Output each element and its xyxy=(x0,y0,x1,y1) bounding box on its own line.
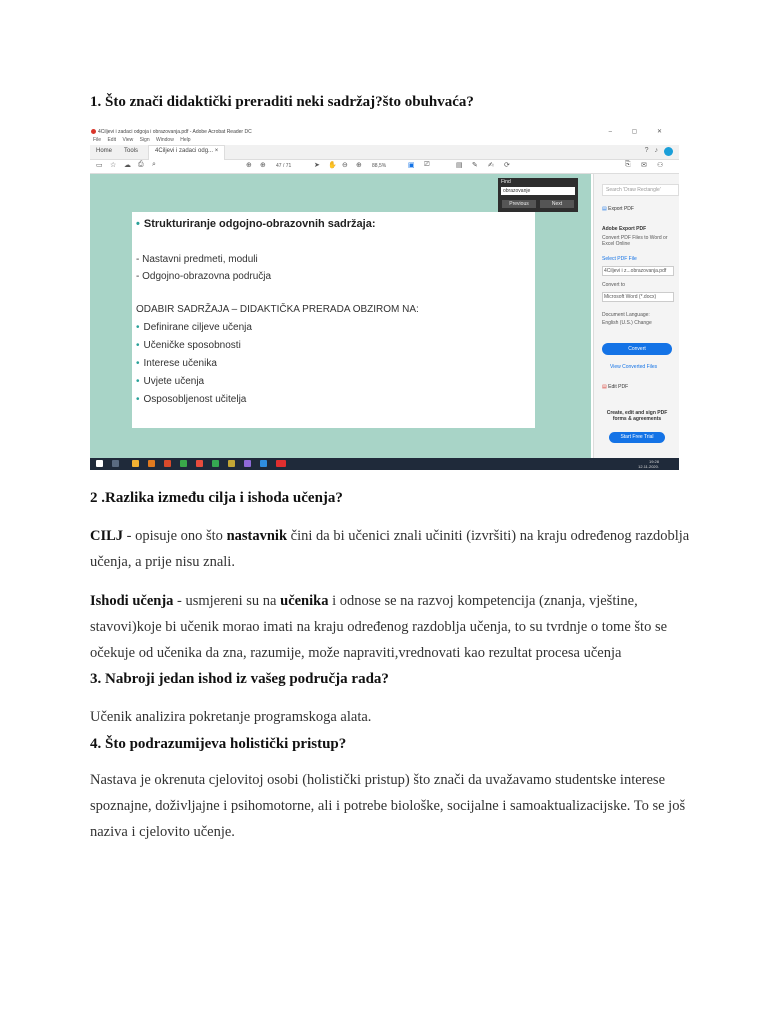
menu-edit[interactable]: Edit xyxy=(107,137,117,143)
bell-icon[interactable]: ♪ xyxy=(654,147,658,154)
app-icon[interactable] xyxy=(260,460,267,467)
mail-icon[interactable]: ✉ xyxy=(641,162,647,169)
taskbar-clock[interactable]: 19:28 12.11.2020. xyxy=(638,459,659,469)
tab-document[interactable]: 4Ciljevi i zadaci odg... × xyxy=(148,145,225,160)
question-3: 3. Nabroji jedan ishod iz vašeg područja rada? xyxy=(90,671,389,687)
slide-subheading: ODABIR SADRŽAJA – DIDAKTIČKA PRERADA OBZIROM NA: xyxy=(136,304,419,315)
slide-bullet: • Osposobljenost učitelja xyxy=(136,394,247,405)
app-icon[interactable] xyxy=(196,460,203,467)
export-pdf-item[interactable]: ▤ Export PDF xyxy=(602,206,634,212)
chrome-icon[interactable] xyxy=(180,460,187,467)
format-select[interactable]: Microsoft Word (*.docx) xyxy=(602,292,674,302)
zoom-level[interactable]: 88,5% xyxy=(372,163,387,169)
question-2: 2 .Razlika između cilja i ishoda učenja? xyxy=(90,490,343,506)
explorer-icon[interactable] xyxy=(132,460,139,467)
slide-bullet: • Interese učenika xyxy=(136,358,217,369)
start-icon[interactable] xyxy=(96,460,103,467)
windows-taskbar xyxy=(90,458,679,470)
tab-icons xyxy=(645,147,673,156)
term-ishodi: Ishodi učenja xyxy=(90,593,174,609)
tab-bar xyxy=(90,145,679,160)
read-aloud-icon[interactable]: ⟳ xyxy=(504,162,510,169)
language-value[interactable]: English (U.S.) Change xyxy=(602,320,652,326)
slide-bullet: • Uvjete učenja xyxy=(136,376,205,387)
select-file-link[interactable]: Select PDF File xyxy=(602,256,637,262)
answer-4: Nastava je okrenuta cjelovitoj osobi (holistički pristup) što znači da uvažavamo studentske interese spoznajne, doživljajne i psihomotorne, ali i potrebe biološke, socijalne i samoaktualizacijske. To se još naziva i cjelovito učenje. xyxy=(90,772,686,840)
menu-sign[interactable]: Sign xyxy=(139,137,150,143)
print-icon[interactable]: ⎙ xyxy=(138,161,144,168)
free-trial-button[interactable]: Start Free Trial xyxy=(609,432,665,443)
user-add-icon[interactable]: ⚇ xyxy=(657,162,664,169)
convert-to-label: Convert to xyxy=(602,282,626,288)
comment-icon[interactable]: ⎚ xyxy=(424,161,430,168)
slide-item: - Nastavni predmeti, moduli xyxy=(136,254,258,265)
slide-item: - Odgojno-obrazovna područja xyxy=(136,271,272,282)
slide-bullet: • Učeničke sposobnosti xyxy=(136,340,241,351)
search-taskbar-icon[interactable] xyxy=(112,460,119,467)
help-icon[interactable]: ? xyxy=(644,147,649,154)
document-view[interactable] xyxy=(90,174,591,458)
sign-icon[interactable]: ✍ xyxy=(488,162,494,169)
slide xyxy=(132,212,535,428)
zoom-out-icon[interactable]: ⊖ xyxy=(342,162,348,169)
fit-page-icon[interactable]: ▣ xyxy=(408,162,415,169)
find-previous-button[interactable]: Previous xyxy=(502,200,536,208)
answer-3: Učenik analizira pokretanje programskoga alata. xyxy=(90,709,372,725)
slide-bullet: • Definirane ciljeve učenja xyxy=(136,322,252,333)
star-icon[interactable]: ☆ xyxy=(110,162,117,169)
menu-window[interactable]: Window xyxy=(156,137,174,143)
menu-help[interactable]: Help xyxy=(180,137,191,143)
hand-tool-icon[interactable]: ✋ xyxy=(328,162,337,169)
tools-search-input[interactable]: Search 'Draw Rectangle' xyxy=(602,184,679,196)
cloud-icon[interactable]: ☁ xyxy=(124,162,131,169)
search-icon[interactable]: ⌕ xyxy=(152,161,156,168)
tab-tools[interactable]: Tools xyxy=(124,148,139,154)
find-dialog xyxy=(498,178,578,212)
right-pane xyxy=(593,174,679,458)
tab-home[interactable]: Home xyxy=(96,148,113,154)
find-input[interactable]: obrazovanje xyxy=(501,187,575,195)
question-4: 4. Što podrazumijeva holistički pristup? xyxy=(90,736,347,752)
promo-text: Create, edit and sign PDF forms & agreements xyxy=(606,410,668,422)
menu-bar xyxy=(90,137,679,145)
answer-cilj: CILJ - opisuje ono što nastavnik čini da bi učenici znali učiniti (izvršiti) na kraju određenog razdoblja učenja, a prije nisu znali. xyxy=(90,528,690,570)
acrobat-logo-icon xyxy=(91,129,96,134)
pen-icon[interactable]: ✎ xyxy=(472,162,478,169)
window-titlebar xyxy=(90,127,679,137)
app-icon[interactable] xyxy=(148,460,155,467)
account-icon[interactable] xyxy=(664,147,673,156)
page-up-icon[interactable]: ⊕ xyxy=(246,162,252,169)
find-title: Find xyxy=(501,179,511,185)
view-converted-link[interactable]: View Converted Files xyxy=(610,364,658,370)
acrobat-screenshot xyxy=(90,127,679,470)
window-title: 4Ciljevi i zadaci odgoja i obrazovanja.pdf - Adobe Acrobat Reader DC xyxy=(98,129,252,135)
zoom-in-icon[interactable]: ⊕ xyxy=(356,162,362,169)
convert-button[interactable]: Convert xyxy=(602,343,672,355)
selected-file[interactable]: 4Ciljevi i z...obrazovanja.pdf xyxy=(602,266,674,276)
export-description: Convert PDF Files to Word or Excel Online xyxy=(602,235,668,247)
page-indicator[interactable]: 47 / 71 xyxy=(276,163,292,169)
app-icon[interactable] xyxy=(164,460,171,467)
menu-view[interactable]: View xyxy=(122,137,134,143)
save-icon[interactable]: ▭ xyxy=(96,162,103,169)
export-title: Adobe Export PDF xyxy=(602,226,647,232)
select-tool-icon[interactable]: ➤ xyxy=(314,162,320,169)
question-1: 1. Što znači didaktički preraditi neki sadržaj?što obuhvaća? xyxy=(90,94,474,110)
language-label: Document Language: xyxy=(602,312,650,318)
toolbar xyxy=(90,159,679,174)
find-next-button[interactable]: Next xyxy=(540,200,574,208)
app-icon[interactable] xyxy=(244,460,251,467)
acrobat-taskbar-icon[interactable] xyxy=(276,460,286,467)
app-icon[interactable] xyxy=(212,460,219,467)
slide-heading: • Strukturiranje odgojno-obrazovnih sadržaja: xyxy=(136,218,376,230)
menu-file[interactable]: File xyxy=(93,137,102,143)
page-down-icon[interactable]: ⊕ xyxy=(260,162,266,169)
edit-pdf-item[interactable]: ▤ Edit PDF xyxy=(602,384,629,390)
window-controls[interactable]: – ▢ ✕ xyxy=(608,129,671,135)
term-cilj: CILJ xyxy=(90,528,124,544)
share-icon[interactable]: ⎘ xyxy=(625,161,631,168)
answer-ishodi: Ishodi učenja - usmjereni su na učenika i odnose se na razvoj kompetencija (znanja, vještine, stavovi)koje bi učenik morao imati na kraju određenog razdoblja učenja, to su tvrdnje o tome što se očekuje od učenika da zna, razumije, može napraviti,vrednovati kao rezultat procesa učenja xyxy=(90,593,668,661)
app-icon[interactable] xyxy=(228,460,235,467)
note-icon[interactable]: ▤ xyxy=(456,162,463,169)
